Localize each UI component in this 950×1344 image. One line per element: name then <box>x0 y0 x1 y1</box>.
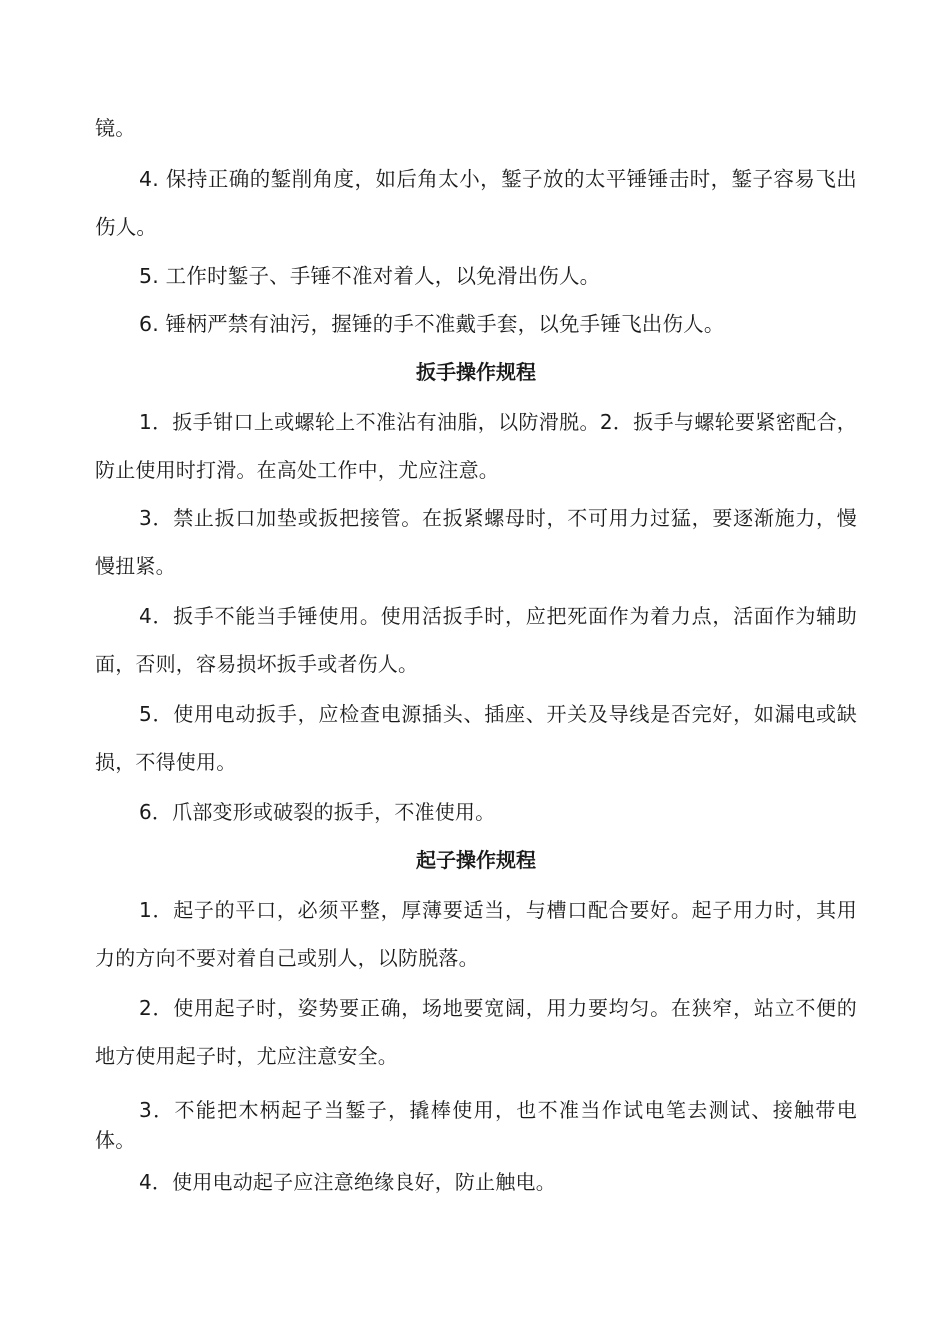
wrench-rule-1-2: 1．扳手钳口上或螺轮上不准沾有油脂，以防滑脱。2．扳手与螺轮要紧密配合，防止使用时打滑。在高处工作中，尤应注意。 <box>95 410 857 482</box>
screwdriver-rule-3: 3．不能把木柄起子当錾子，撬棒使用，也不准当作试电笔去测试、接触带电体。 <box>95 1098 857 1152</box>
wrench-rule-4: 4．扳手不能当手锤使用。使用活扳手时，应把死面作为着力点，活面作为辅助面，否则，容易损坏扳手或者伤人。 <box>95 604 857 676</box>
wrench-rule-3: 3．禁止扳口加垫或扳把接管。在扳紧螺母时，不可用力过猛，要逐渐施力，慢慢扭紧。 <box>95 506 857 578</box>
wrench-section-title: 扳手操作规程 <box>416 360 536 384</box>
chisel-rule-4: 4. 保持正确的錾削角度，如后角太小，錾子放的太平锤锤击时，錾子容易飞出伤人。 <box>95 167 857 239</box>
wrench-rule-6: 6．爪部变形或破裂的扳手，不准使用。 <box>139 800 496 824</box>
wrench-rule-5: 5．使用电动扳手，应检查电源插头、插座、开关及导线是否完好，如漏电或缺损，不得使用。 <box>95 702 857 774</box>
paragraph-continuation: 镜。 <box>95 116 136 140</box>
screwdriver-rule-2: 2．使用起子时，姿势要正确，场地要宽阔，用力要均匀。在狭窄，站立不便的地方使用起子时，尤应注意安全。 <box>95 996 857 1068</box>
screwdriver-section-title: 起子操作规程 <box>416 848 536 872</box>
screwdriver-rule-1: 1．起子的平口，必须平整，厚薄要适当，与槽口配合要好。起子用力时，其用力的方向不要对着自己或别人，以防脱落。 <box>95 898 857 970</box>
screwdriver-rule-4: 4．使用电动起子应注意绝缘良好，防止触电。 <box>139 1170 556 1194</box>
chisel-rule-5: 5. 工作时錾子、手锤不准对着人，以免滑出伤人。 <box>139 264 601 288</box>
chisel-rule-6: 6. 锤柄严禁有油污，握锤的手不准戴手套，以免手锤飞出伤人。 <box>139 312 725 336</box>
